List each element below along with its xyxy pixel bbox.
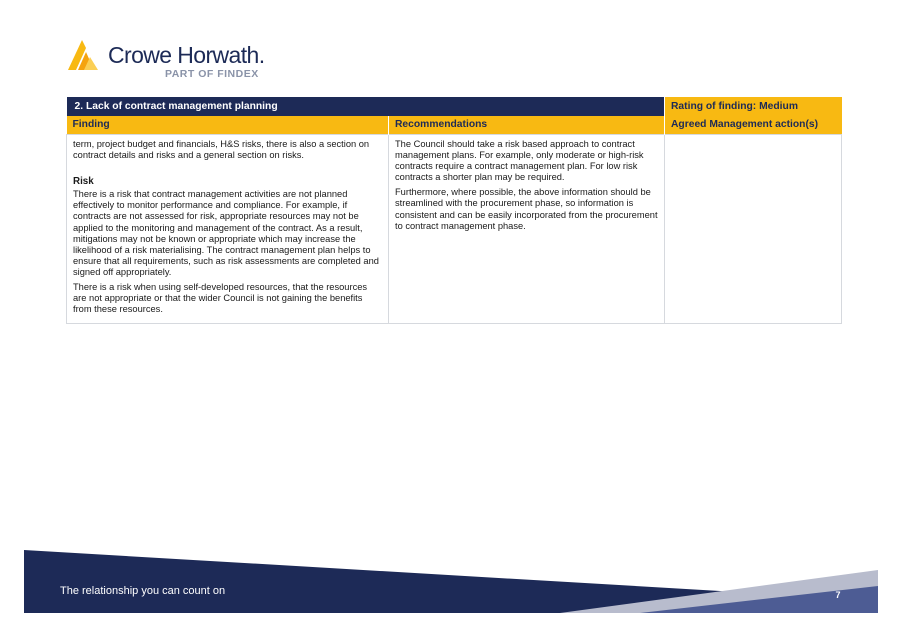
finding-body-row [67,135,842,324]
risk-paragraph: There is a risk that contract management activities are not planned effectively to monitor performance and compliance. For example, if contracts are not assessed for risk, appropriate resources may not be applied to the monitoring and management of the contract. As a result, mitigations may not be known or appropriate which may increase the likelihood of a risk materialising. The contract management plan helps to ensure that all requirements, such as risk assessments are completed and signed off appropriately. [73,189,379,277]
footer-band [0,546,901,618]
logo-subline: PART OF FINDEX [165,68,259,80]
page-number: 7 [835,590,841,600]
risk-paragraph: There is a risk when using self-developed resources, that the resources are not appropriate or that the wider Council is not gaining the benefits from these resources. [73,282,368,315]
column-header-agreed-action: Agreed Management action(s) [665,116,842,135]
crowe-horwath-logo [68,40,278,85]
recommendations-cell [389,135,665,324]
recommendation-paragraph: Furthermore, where possible, the above information should be streamlined with the procurement phase, so information is consistent and can be easily incorporated from the procurement to contract management phase. [395,187,658,231]
crowe-logo-mark-icon [68,40,104,70]
finding-rating: Rating of finding: Medium [665,97,842,116]
column-header-recommendations: Recommendations [389,116,665,135]
agreed-action-cell [665,135,842,324]
recommendation-paragraph: The Council should take a risk based approach to contract management plans. For example, only moderate or high-risk contracts require a contract management plan. For low risk contracts a shorter plan may be required. [395,139,644,183]
column-header-finding: Finding [67,116,389,135]
risk-heading: Risk [73,176,94,188]
finding-title-row [67,97,842,116]
finding-paragraph: term, project budget and financials, H&S risks, there is also a section on contract details and risks and a general section on risks. [73,139,370,161]
finding-table [66,97,842,324]
footer-tagline: The relationship you can count on [60,585,226,597]
logo-name: Crowe Horwath. [108,42,265,68]
finding-title: 2. Lack of contract management planning [67,97,665,116]
column-header-row [67,116,842,135]
finding-cell [67,135,389,324]
